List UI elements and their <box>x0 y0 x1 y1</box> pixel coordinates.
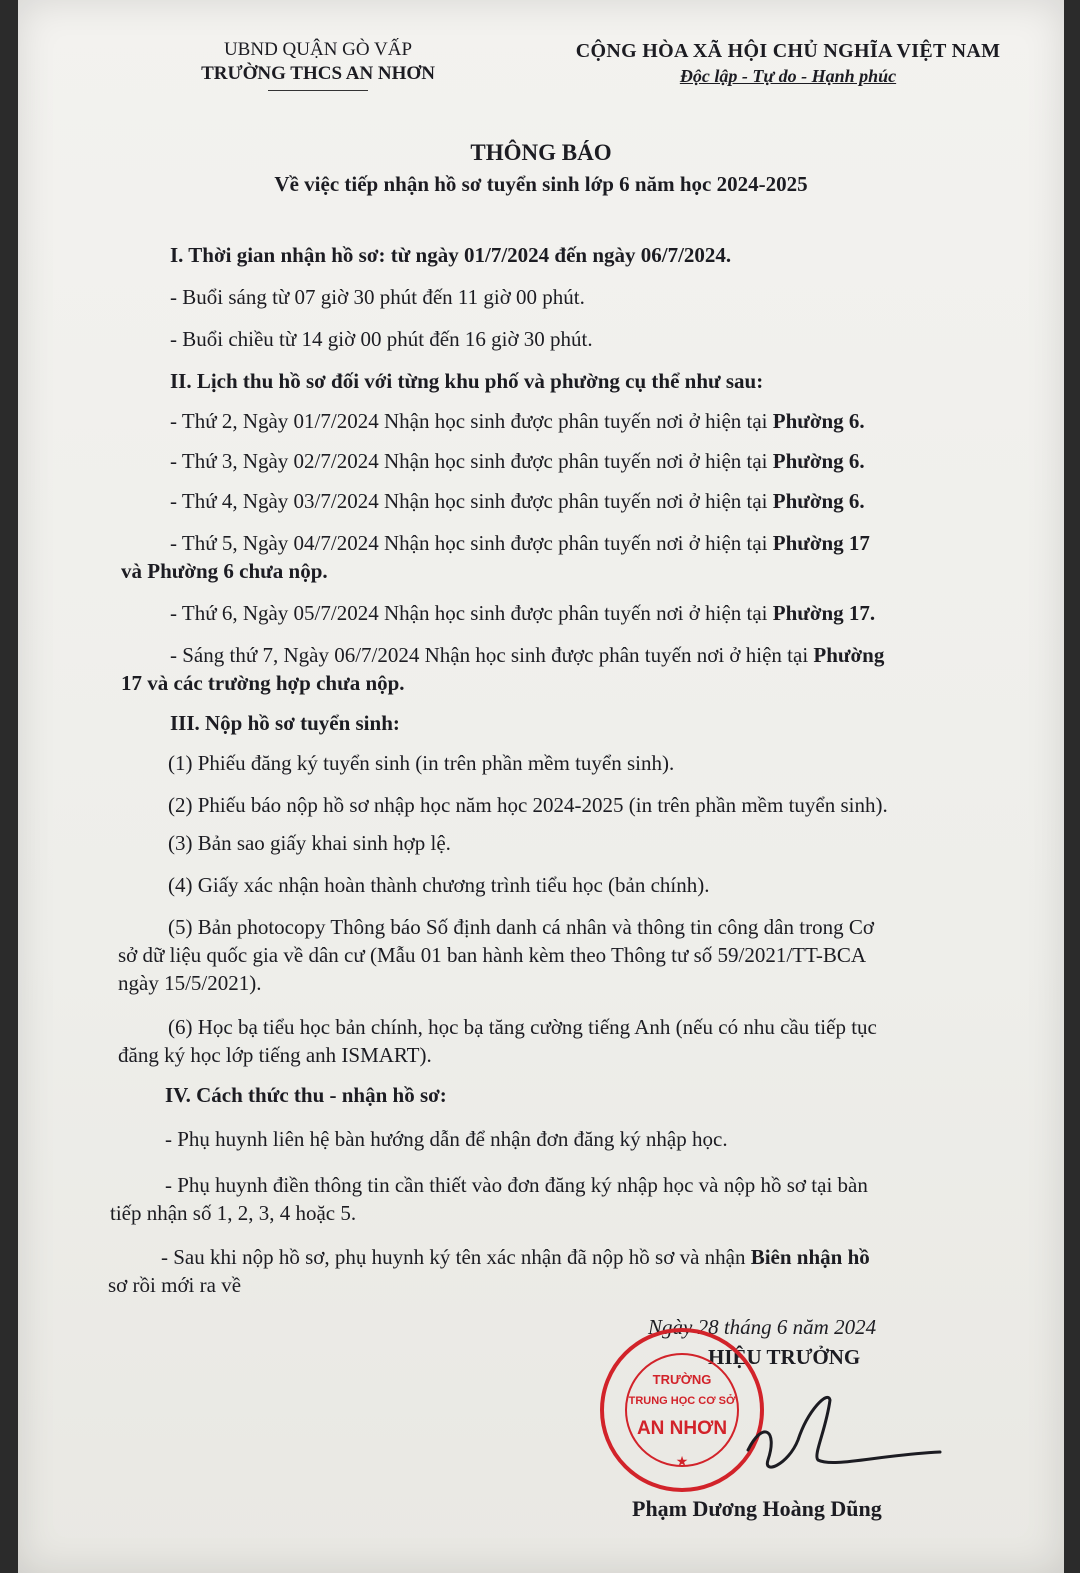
schedule-row: - Thứ 6, Ngày 05/7/2024 Nhận học sinh được phân tuyến nơi ở hiện tại Phường 17. <box>170 601 876 625</box>
issuer-school: TRƯỜNG THCS AN NHƠN <box>201 63 435 84</box>
document-list-item: (2) Phiếu báo nộp hồ sơ nhập học năm học 2024-2025 (in trên phần mềm tuyển sinh). <box>168 793 888 817</box>
procedure-item: - Phụ huynh điền thông tin cần thiết vào đơn đăng ký nhập học và nộp hồ sơ tại bàn <box>165 1173 868 1197</box>
schedule-row: - Thứ 4, Ngày 03/7/2024 Nhận học sinh được phân tuyến nơi ở hiện tại Phường 6. <box>170 489 865 513</box>
procedure-item: - Sau khi nộp hồ sơ, phụ huynh ký tên xác nhận đã nộp hồ sơ và nhận Biên nhận hồ <box>161 1245 870 1269</box>
document-list-item-continuation: sở dữ liệu quốc gia về dân cư (Mẫu 01 ban hành kèm theo Thông tư số 59/2021/TT-BCA <box>118 943 867 967</box>
document-list-item: (3) Bản sao giấy khai sinh hợp lệ. <box>168 831 451 855</box>
procedure-item-continuation: sơ rồi mới ra về <box>108 1273 242 1297</box>
document-title: THÔNG BÁO <box>470 140 612 165</box>
document-list-item: (6) Học bạ tiểu học bản chính, học bạ tăng cường tiếng Anh (nếu có nhu cầu tiếp tục <box>168 1015 877 1039</box>
seal-text-line1: TRƯỜNG <box>652 1372 712 1387</box>
schedule-row: - Thứ 2, Ngày 01/7/2024 Nhận học sinh được phân tuyến nơi ở hiện tại Phường 6. <box>170 409 865 433</box>
procedure-item-continuation: tiếp nhận số 1, 2, 3, 4 hoặc 5. <box>110 1201 357 1225</box>
section-1-morning: - Buổi sáng từ 07 giờ 30 phút đến 11 giờ 00 phút. <box>170 285 585 309</box>
document-list-item-continuation: đăng ký học lớp tiếng anh ISMART). <box>118 1043 432 1067</box>
svg-text:★: ★ <box>675 1455 689 1470</box>
document-page <box>18 0 1064 1573</box>
document-list-item-continuation: ngày 15/5/2021). <box>118 971 262 995</box>
section-4-heading: IV. Cách thức thu - nhận hồ sơ: <box>165 1083 447 1107</box>
national-motto: Độc lập - Tự do - Hạnh phúc <box>679 66 897 86</box>
section-2-heading: II. Lịch thu hồ sơ đối với từng khu phố và phường cụ thể như sau: <box>170 369 764 393</box>
schedule-row-continuation: 17 và các trường hợp chưa nộp. <box>121 671 405 695</box>
seal-text-line2: TRUNG HỌC CƠ SỞ <box>628 1395 736 1407</box>
schedule-row: - Sáng thứ 7, Ngày 06/7/2024 Nhận học sinh được phân tuyến nơi ở hiện tại Phường <box>170 643 885 667</box>
procedure-item: - Phụ huynh liên hệ bàn hướng dẫn để nhận đơn đăng ký nhập học. <box>165 1127 728 1151</box>
issuer-block <box>168 38 468 91</box>
section-3-heading: III. Nộp hồ sơ tuyển sinh: <box>170 711 400 735</box>
national-title: CỘNG HÒA XÃ HỘI CHỦ NGHĨA VIỆT NAM <box>575 40 1001 62</box>
schedule-row: - Thứ 5, Ngày 04/7/2024 Nhận học sinh được phân tuyến nơi ở hiện tại Phường 17 <box>170 531 870 555</box>
schedule-row-continuation: và Phường 6 chưa nộp. <box>121 559 328 583</box>
document-list-item: (5) Bản photocopy Thông báo Số định danh cá nhân và thông tin công dân trong Cơ <box>168 915 874 939</box>
issuer-district: UBND QUẬN GÒ VẤP <box>223 39 413 60</box>
schedule-row: - Thứ 3, Ngày 02/7/2024 Nhận học sinh được phân tuyến nơi ở hiện tại Phường 6. <box>170 449 865 473</box>
issuer-underline <box>268 90 368 91</box>
section-1-afternoon: - Buổi chiều từ 14 giờ 00 phút đến 16 giờ 30 phút. <box>170 327 593 351</box>
signer-position: HIỆU TRƯỞNG <box>708 1345 861 1369</box>
national-header <box>538 38 1038 88</box>
document-list-item: (1) Phiếu đăng ký tuyển sinh (in trên phần mềm tuyển sinh). <box>168 751 675 775</box>
document-subtitle: Về việc tiếp nhận hồ sơ tuyển sinh lớp 6 năm học 2024-2025 <box>274 172 808 196</box>
handwritten-signature-icon <box>718 1380 948 1490</box>
signer-name: Phạm Dương Hoàng Dũng <box>632 1496 882 1521</box>
section-1-heading: I. Thời gian nhận hồ sơ: từ ngày 01/7/2024 đến ngày 06/7/2024. <box>170 243 732 267</box>
seal-text-line3: AN NHƠN <box>636 1418 728 1439</box>
document-list-item: (4) Giấy xác nhận hoàn thành chương trình tiểu học (bản chính). <box>168 873 710 897</box>
signing-date: Ngày 28 tháng 6 năm 2024 <box>648 1315 877 1339</box>
